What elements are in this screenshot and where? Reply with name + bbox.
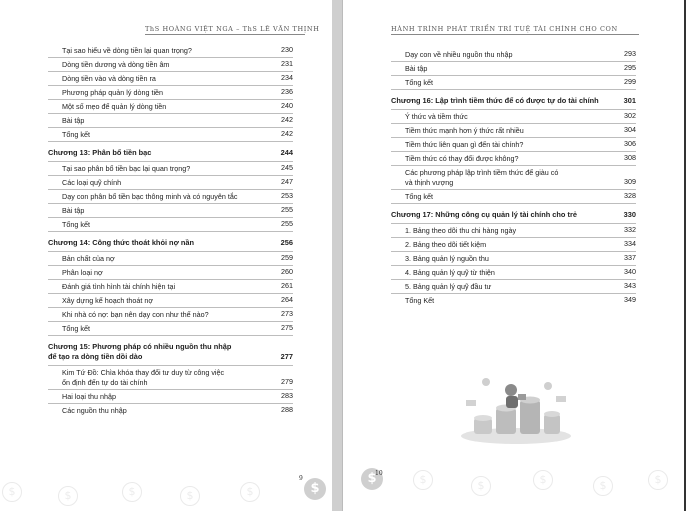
toc-page-number: 259: [281, 253, 293, 262]
toc-entry-title: 5. Bảng quản lý quỹ đầu tư: [405, 281, 492, 291]
toc-page-number: 340: [624, 267, 636, 276]
toc-entry-title: Bản chất của nợ: [62, 253, 115, 263]
toc-entry-title: Phân loại nợ: [62, 267, 103, 277]
toc-entry-title: Tổng Kết: [405, 295, 435, 305]
toc-entry-title: Tổng kết: [62, 219, 90, 229]
toc-entry-title: Các loại quỹ chính: [62, 177, 122, 187]
toc-entry-title: Dạy con phân bổ tiền bạc thông minh và có nguyên tắc: [62, 191, 238, 201]
toc-entry: [391, 266, 636, 280]
toc-page-number: 337: [624, 253, 636, 262]
toc-entry-title: Bài tập: [62, 115, 85, 125]
right-page: [342, 0, 686, 511]
toc-page-number: 255: [281, 219, 293, 228]
toc-entry: [391, 138, 636, 152]
toc-page-number: 253: [281, 191, 293, 200]
toc-entry: [48, 218, 293, 232]
toc-entry: [48, 176, 293, 190]
toc-entry: [48, 266, 293, 280]
toc-entry: [48, 366, 293, 390]
toc-page-number: 264: [281, 295, 293, 304]
background-coin-icon: $: [180, 486, 200, 506]
toc-entry-title: Chương 15: Phương pháp có nhiều nguồn thu nhập để tạo ra dòng tiền dồi dào: [48, 342, 232, 361]
toc-page-number: 332: [624, 225, 636, 234]
background-coin-icon: $: [58, 486, 78, 506]
toc-entry-title: Tiềm thức có thay đổi được không?: [405, 153, 519, 163]
toc-entry: [48, 404, 293, 417]
toc-entry-title: Tổng kết: [405, 77, 433, 87]
toc-page-number: 299: [624, 77, 636, 86]
toc-entry: [48, 308, 293, 322]
toc-entry: [48, 86, 293, 100]
toc-page-number: 304: [624, 125, 636, 134]
background-coin-icon: $: [240, 482, 260, 502]
book-gutter: [332, 0, 342, 511]
dollar-coin-icon: $: [361, 468, 383, 490]
page-number: 10: [375, 470, 383, 477]
toc-entry-title: 2. Bảng theo dõi tiết kiệm: [405, 239, 487, 249]
toc-page-number: 275: [281, 323, 293, 332]
toc-page-number: 256: [280, 238, 293, 247]
toc-page-number: 328: [624, 191, 636, 200]
toc-entry: [391, 48, 636, 62]
toc-page-number: 260: [281, 267, 293, 276]
toc-page-number: 242: [281, 129, 293, 138]
toc-entry-title: Đánh giá tình hình tài chính hiện tại: [62, 281, 176, 291]
toc-page-number: 343: [624, 281, 636, 290]
toc-page-number: 245: [281, 163, 293, 172]
toc-entry-title: Kim Tứ Đồ: Chìa khóa thay đổi tư duy từ công việc ổn định đến tự do tài chính: [62, 367, 225, 387]
toc-entry-title: Các nguồn thu nhập: [62, 405, 127, 415]
toc-entry: [391, 76, 636, 90]
toc-entry-title: Tiềm thức liên quan gì đến tài chính?: [405, 139, 524, 149]
toc-entry-title: Chương 13: Phân bổ tiền bạc: [48, 148, 152, 157]
toc-page-number: 309: [624, 177, 636, 186]
toc-entry-title: Tổng kết: [62, 323, 90, 333]
toc-entry: [391, 280, 636, 294]
toc-entry-title: Chương 17: Những công cụ quản lý tài chính cho trẻ: [391, 210, 577, 219]
toc-page-number: 277: [280, 352, 293, 361]
page-number: 9: [299, 475, 303, 482]
toc-entry-title: Tại sao hiểu về dòng tiền lại quan trọng?: [62, 45, 192, 55]
background-coin-icon: $: [413, 470, 433, 490]
toc-entry: [391, 110, 636, 124]
toc-entry: [48, 128, 293, 142]
toc-page-number: 234: [281, 73, 293, 82]
toc-chapter-heading: [48, 144, 293, 162]
toc-entry: [48, 204, 293, 218]
toc-page-number: 306: [624, 139, 636, 148]
toc-page-number: 231: [281, 59, 293, 68]
toc-entry: [48, 252, 293, 266]
toc-chapter-heading: [48, 338, 293, 366]
toc-entry: [391, 166, 636, 190]
toc-entry: [391, 252, 636, 266]
toc-entry-title: Chương 16: Lập trình tiềm thức để có được tự do tài chính: [391, 96, 599, 105]
toc-entry-title: 3. Bảng quản lý nguồn thu: [405, 253, 489, 263]
toc-entry: [391, 62, 636, 76]
header-rule: [391, 34, 639, 35]
toc-page-number: 330: [623, 210, 636, 219]
running-header: HÀNH TRÌNH PHÁT TRIỂN TRÍ TUỆ TÀI CHÍNH CHO CON: [391, 25, 618, 33]
toc-page-number: 273: [281, 309, 293, 318]
toc-page-number: 295: [624, 63, 636, 72]
left-page: [0, 0, 332, 511]
background-coin-icon: $: [2, 482, 22, 502]
toc-entry-title: Các phương pháp lập trình tiềm thức để giàu có và thịnh vượng: [405, 167, 559, 187]
toc-entry-title: Tại sao phân bổ tiền bạc lại quan trọng?: [62, 163, 191, 173]
toc-page-number: 279: [281, 377, 293, 386]
toc-entry: [391, 124, 636, 138]
background-coin-icon: $: [471, 476, 491, 496]
toc-page-number: 236: [281, 87, 293, 96]
toc-entry: [48, 100, 293, 114]
toc-entry: [48, 190, 293, 204]
toc-page-number: 334: [624, 239, 636, 248]
toc-entry: [48, 280, 293, 294]
toc-entry: [391, 152, 636, 166]
background-coin-icon: $: [122, 482, 142, 502]
toc-entry-title: Tổng kết: [405, 191, 433, 201]
toc-entry: [391, 224, 636, 238]
table-of-contents: [391, 48, 636, 307]
header-rule: [145, 34, 305, 35]
toc-entry-title: Dòng tiền dương và dòng tiền âm: [62, 59, 170, 69]
toc-entry: [391, 190, 636, 204]
toc-page-number: 308: [624, 153, 636, 162]
toc-entry: [48, 44, 293, 58]
toc-page-number: 261: [281, 281, 293, 290]
toc-entry-title: Hai loại thu nhập: [62, 391, 116, 401]
toc-page-number: 301: [623, 96, 636, 105]
toc-entry: [48, 294, 293, 308]
toc-entry-title: Tổng kết: [62, 129, 90, 139]
money-illustration: [456, 370, 576, 446]
toc-entry: [48, 162, 293, 176]
toc-entry: [391, 238, 636, 252]
toc-entry: [48, 72, 293, 86]
toc-entry: [48, 390, 293, 404]
toc-entry-title: Bài tập: [405, 63, 428, 73]
toc-entry-title: Phương pháp quản lý dòng tiền: [62, 87, 164, 97]
toc-page-number: 283: [281, 391, 293, 400]
toc-page-number: 242: [281, 115, 293, 124]
toc-entry-title: Một số mẹo để quản lý dòng tiền: [62, 101, 167, 111]
table-of-contents: [48, 44, 293, 417]
toc-entry-title: Tiềm thức mạnh hơn ý thức rất nhiều: [405, 125, 524, 135]
toc-page-number: 255: [281, 205, 293, 214]
toc-entry: [391, 294, 636, 307]
toc-entry: [48, 114, 293, 128]
toc-entry-title: Ý thức và tiềm thức: [405, 111, 468, 121]
toc-chapter-heading: [48, 234, 293, 252]
background-coin-icon: $: [593, 476, 613, 496]
toc-page-number: 349: [624, 295, 636, 304]
toc-page-number: 240: [281, 101, 293, 110]
toc-chapter-heading: [391, 92, 636, 110]
toc-entry: [48, 322, 293, 336]
toc-entry-title: Bài tập: [62, 205, 85, 215]
dollar-coin-icon: $: [304, 478, 326, 500]
toc-page-number: 244: [280, 148, 293, 157]
toc-entry-title: 4. Bảng quản lý quỹ từ thiện: [405, 267, 495, 277]
toc-entry-title: Xây dựng kế hoạch thoát nợ: [62, 295, 154, 305]
toc-page-number: 288: [281, 405, 293, 414]
toc-entry: [48, 58, 293, 72]
toc-page-number: 293: [624, 49, 636, 58]
running-header: ThS HOÀNG VIỆT NGA – ThS LÊ VĂN THỊNH: [145, 25, 320, 33]
toc-entry-title: Dòng tiền vào và dòng tiền ra: [62, 73, 156, 83]
toc-page-number: 302: [624, 111, 636, 120]
toc-page-number: 247: [281, 177, 293, 186]
background-coin-icon: $: [648, 470, 668, 490]
background-coin-icon: $: [533, 470, 553, 490]
toc-entry-title: Dạy con về nhiều nguồn thu nhập: [405, 49, 513, 59]
toc-entry-title: Khi nhà có nợ: bạn nên dạy con như thế nào?: [62, 309, 209, 319]
toc-page-number: 230: [281, 45, 293, 54]
toc-entry-title: 1. Bảng theo dõi thu chi hàng ngày: [405, 225, 517, 235]
toc-chapter-heading: [391, 206, 636, 224]
toc-entry-title: Chương 14: Công thức thoát khỏi nợ nần: [48, 238, 195, 247]
